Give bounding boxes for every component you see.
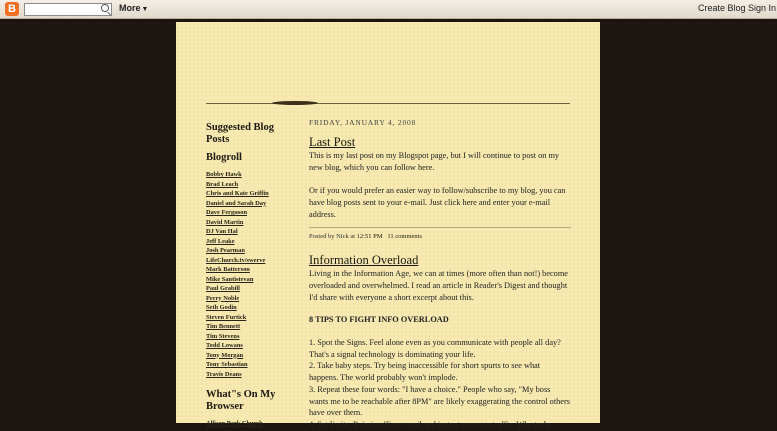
post-footer	[309, 227, 571, 241]
post-title-link[interactable]: Last Post	[309, 135, 356, 149]
blogroll-item	[206, 237, 286, 247]
post-text: This is my last post on my Blogspot page, but I will continue to post on my new blog, which you can follow	[309, 151, 560, 172]
blogroll-link[interactable]: Bobby Hawk	[206, 171, 242, 178]
blogroll-link[interactable]: David Martin	[206, 218, 244, 226]
blogroll-item	[206, 199, 286, 209]
search-input[interactable]	[24, 3, 112, 16]
comments-link[interactable]: 11 comments	[387, 233, 422, 241]
post-title-link[interactable]: Information Overload	[309, 253, 419, 268]
blogroll-link[interactable]: Tim Stevens	[206, 332, 240, 340]
sign-in-link[interactable]: Sign In	[748, 3, 777, 13]
tip-item: 1. Spot the Signs. Feel alone even as you communicate with people all day? That's a signal technology is dominating your life.	[309, 338, 561, 359]
sidebar	[206, 122, 286, 428]
tip-item: 3. Repeat these four words: "I have a choice." People who say, "My boss wants me to be reachable after 8PM" are likely exaggerating the control others have over them.	[309, 384, 570, 418]
blogroll-item	[206, 351, 286, 361]
blogger-navbar	[0, 0, 777, 19]
post-paragraph	[309, 185, 571, 220]
blogger-logo-icon[interactable]: B	[5, 2, 19, 16]
blogroll-item	[206, 170, 286, 180]
create-blog-link[interactable]: Create Blog	[698, 3, 746, 13]
tip-item: 2. Take baby steps. Try being inaccessible for short spurts to see what happens. The world probably won't implode.	[309, 361, 541, 383]
blogroll-link[interactable]: Travis Deans	[206, 370, 242, 378]
blogroll-item	[206, 294, 286, 304]
post-date: FRIDAY, JANUARY 4, 2008	[309, 118, 417, 127]
blogroll-link[interactable]: Josh Pearman	[206, 247, 245, 254]
blogroll-item	[206, 322, 286, 332]
blogroll-link[interactable]: Mike Santistevan	[206, 275, 254, 283]
blogroll-item	[206, 256, 286, 266]
post-text: and enter your e-mail address.	[309, 197, 551, 219]
blogroll-item	[206, 370, 286, 380]
blogroll-link[interactable]: Seth Godin	[206, 304, 237, 311]
blogroll-link[interactable]: Chris and Kate Griffin	[206, 190, 269, 197]
post-paragraph: Living in the Information Age, we can at times (more often than not!) become overloaded and overwhelmed. I read an article in Reader's Digest and thought I'd share with everyone a short excerpt about this.	[309, 269, 568, 302]
blogroll-item	[206, 265, 286, 275]
blogroll-item	[206, 275, 286, 285]
blog-page	[176, 22, 600, 429]
blogroll-item	[206, 246, 286, 256]
main-column	[309, 118, 571, 431]
tip-item: 4. Set limits. Rein in office e-mail and instant message traffic. Who truly	[309, 419, 551, 429]
more-menu-button[interactable]	[119, 3, 148, 13]
blogroll-heading: Blogroll	[206, 152, 242, 163]
posted-by-text: Posted by Nick at	[309, 233, 357, 241]
blogroll-link[interactable]: Daniel and Sarah Day	[206, 199, 267, 207]
blogroll-list	[206, 170, 286, 379]
more-label: More	[119, 3, 141, 13]
divider-ornament	[272, 101, 318, 105]
blogroll-item	[206, 284, 286, 294]
blogroll-item	[206, 360, 286, 370]
blogroll-item	[206, 218, 286, 228]
blogroll-link[interactable]: Mark Batterson	[206, 266, 250, 273]
tips-list	[309, 337, 571, 431]
tips-heading: 8 TIPS TO FIGHT INFO OVERLOAD	[309, 315, 449, 325]
blogroll-link[interactable]: Paul Grabill	[206, 285, 240, 292]
blogroll-item	[206, 227, 286, 237]
blogroll-item	[206, 303, 286, 313]
follow-here-link[interactable]: here	[418, 162, 433, 172]
blogroll-item	[206, 341, 286, 351]
browser-link[interactable]: Allison Park Church	[206, 420, 263, 427]
blogroll-link[interactable]: Tony Morgan	[206, 351, 244, 359]
blogroll-item	[206, 180, 286, 190]
search-icon[interactable]	[101, 4, 109, 12]
blogroll-link[interactable]: Tim Bennett	[206, 323, 241, 330]
post-time-link[interactable]: 12:51 PM	[356, 233, 383, 241]
blogroll-item	[206, 332, 286, 342]
browser-heading: What"s On My Browser	[206, 389, 276, 412]
blogroll-link[interactable]: DJ Van Hal	[206, 228, 238, 235]
blogroll-link[interactable]: Todd Lowans	[206, 342, 243, 349]
blogroll-link[interactable]: Tony Sebastian	[206, 361, 248, 368]
blogroll-link[interactable]: Jeff Leake	[206, 237, 235, 245]
blogroll-link[interactable]: Brad Leach	[206, 180, 239, 188]
header-divider	[206, 103, 570, 104]
post-text: Or if you would prefer an easier way to follow/subscribe to my blog, you can have blog posts sent to your e-mail. Just click	[309, 186, 566, 207]
suggested-posts-heading: Suggested Blog Posts	[206, 122, 274, 145]
post-text: .	[432, 162, 435, 172]
blogroll-link[interactable]: Dave Ferguson	[206, 209, 248, 216]
blogroll-link[interactable]: LifeChurch.tv/swerve	[206, 256, 266, 264]
blogroll-item	[206, 189, 286, 199]
blogroll-item	[206, 313, 286, 323]
chevron-down-icon: ▼	[141, 6, 149, 13]
blogroll-link[interactable]: Steven Furtick	[206, 313, 247, 321]
blogroll-link[interactable]: Perry Noble	[206, 294, 240, 302]
post-paragraph	[309, 150, 571, 173]
blogroll-item	[206, 208, 286, 218]
subscribe-here-link[interactable]: here	[462, 197, 477, 207]
